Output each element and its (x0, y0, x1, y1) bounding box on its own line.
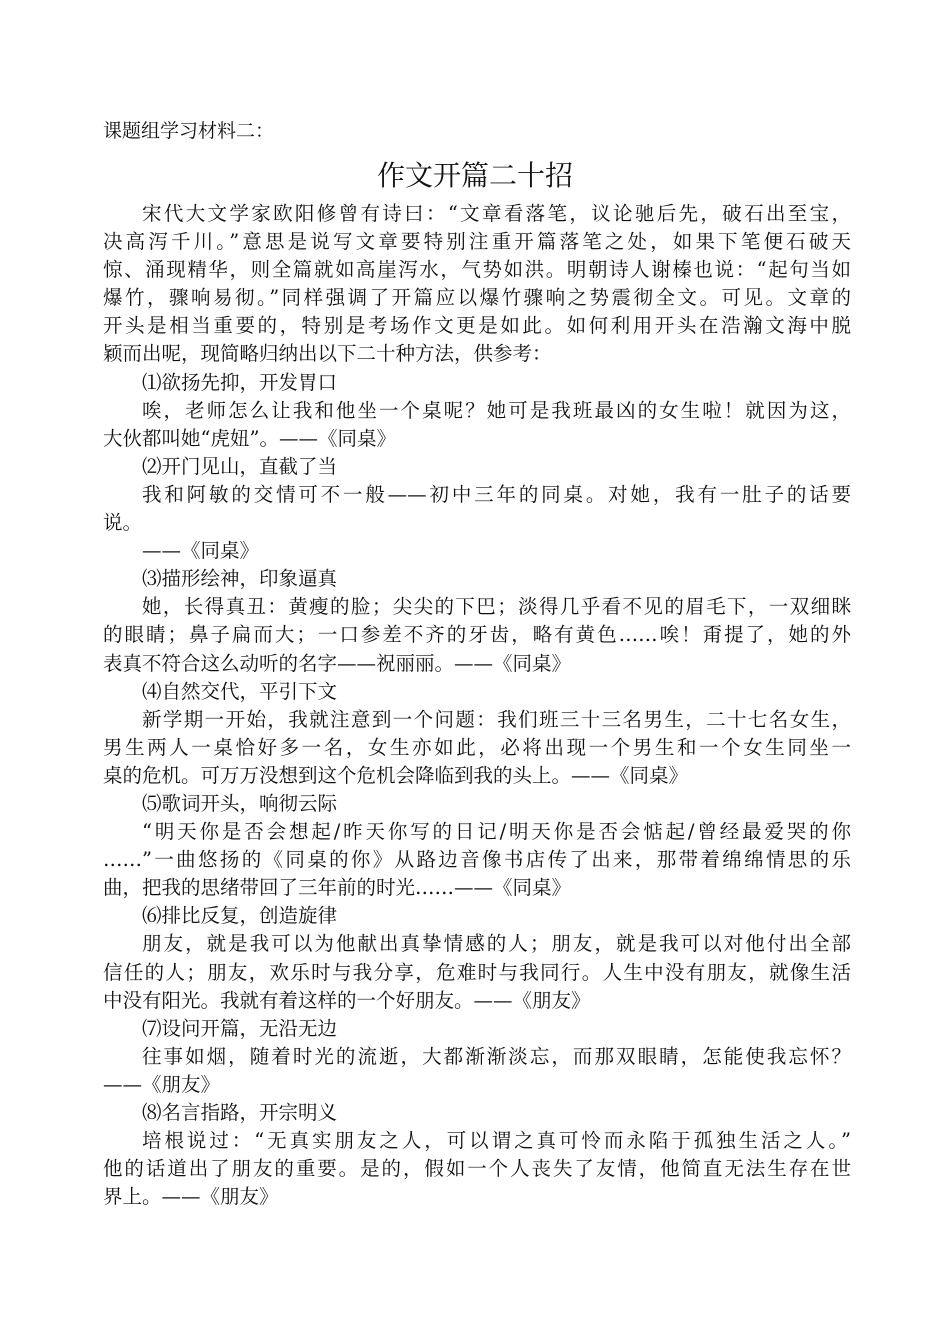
article-body (103, 200, 851, 1211)
text-line: 男生两人一桌恰好多一名，女生亦如此，必将出现一个男生和一个女生同坐一 (103, 735, 851, 759)
text-line: 桌的危机。可万万没想到这个危机会降临到我的头上。——《同桌》 (103, 763, 689, 787)
text-line: 表真不符合这么动听的名字——祝丽丽。——《同桌》 (103, 651, 572, 675)
text-line: 中没有阳光。我就有着这样的一个好朋友。——《朋友》 (103, 988, 591, 1012)
page-title: 作文开篇二十招 (376, 159, 573, 192)
text-line: 大伙都叫她“虎妞”。——《同桌》 (103, 426, 396, 450)
text-line: ⑶描形绘神，印象逼真 (142, 567, 338, 591)
material-header: 课题组学习材料二： (103, 120, 275, 142)
text-line: 往事如烟，随着时光的流逝，大都渐渐淡忘，而那双眼睛，怎能使我忘怀？ (142, 1044, 851, 1068)
text-line: 开头是相当重要的，特别是考场作文更是如此。如何利用开头在浩瀚文海中脱 (103, 314, 851, 338)
text-line: 唉，老师怎么让我和他坐一个桌呢？她可是我班最凶的女生啦！就因为这， (142, 398, 851, 422)
text-line: 颖而出呢，现简略归纳出以下二十种方法，供参考： (103, 342, 552, 366)
text-line: 新学期一开始，我就注意到一个问题：我们班三十三名男生，二十七名女生， (142, 707, 851, 731)
text-line: ⑸歌词开头，响彻云际 (142, 791, 338, 815)
text-line: 他的话道出了朋友的重要。是的，假如一个人丧失了友情，他简直无法生存在世 (103, 1157, 851, 1181)
text-line: 宋代大文学家欧阳修曾有诗曰：“文章看落笔，议论驰后先，破石出至宝， (142, 202, 851, 225)
text-line: “明天你是否会想起/昨天你写的日记/明天你是否会惦起/曾经最爱哭的你 (142, 820, 851, 844)
text-line: 信任的人；朋友，欢乐时与我分享，危难时与我同行。人生中没有朋友，就像生活 (103, 960, 851, 984)
text-line: 她，长得真丑：黄瘦的脸；尖尖的下巴；淡得几乎看不见的眉毛下，一双细眯 (142, 595, 851, 619)
text-line: 决高泻千川。”意思是说写文章要特别注重开篇落笔之处，如果下笔便石破天 (103, 230, 851, 254)
text-line: 曲，把我的思绪带回了三年前的时光……——《同桌》 (103, 876, 572, 900)
text-line: ⑵开门见山，直截了当 (142, 454, 338, 478)
text-line: ——《同桌》 (142, 539, 260, 563)
text-line: ⑻名言指路，开宗明义 (142, 1101, 338, 1124)
text-line: ……”一曲悠扬的《同桌的你》从路边音像书店传了出来，那带着绵绵情思的乐 (103, 848, 851, 872)
text-line: 我和阿敏的交情可不一般——初中三年的同桌。对她，我有一肚子的话要 (142, 482, 851, 506)
text-line: 培根说过：“无真实朋友之人，可以谓之真可怜而永陷于孤独生活之人。” (142, 1129, 851, 1153)
text-line: 惊、涌现精华，则全篇就如高崖泻水，气势如洪。明朝诗人谢榛也说：“起句当如 (103, 258, 851, 282)
text-line: ⑹排比反复，创造旋律 (142, 904, 338, 928)
text-line: 说。 (103, 511, 143, 535)
text-line: ⑺设问开篇，无沿无边 (142, 1016, 338, 1040)
text-line: 朋友，就是我可以为他献出真挚情感的人；朋友，就是我可以对他付出全部 (142, 932, 851, 956)
text-line: ⑷自然交代，平引下文 (142, 679, 338, 703)
text-line: 的眼睛；鼻子扁而大；一口参差不齐的牙齿，略有黄色……唉！甭提了，她的外 (103, 623, 851, 647)
text-line: ⑴欲扬先抑，开发胃口 (142, 370, 338, 394)
text-line: ——《朋友》 (103, 1072, 221, 1096)
text-line: 界上。——《朋友》 (103, 1185, 279, 1209)
text-line: 爆竹，骤响易彻。”同样强调了开篇应以爆竹骤响之势震彻全文。可见。文章的 (103, 286, 851, 310)
